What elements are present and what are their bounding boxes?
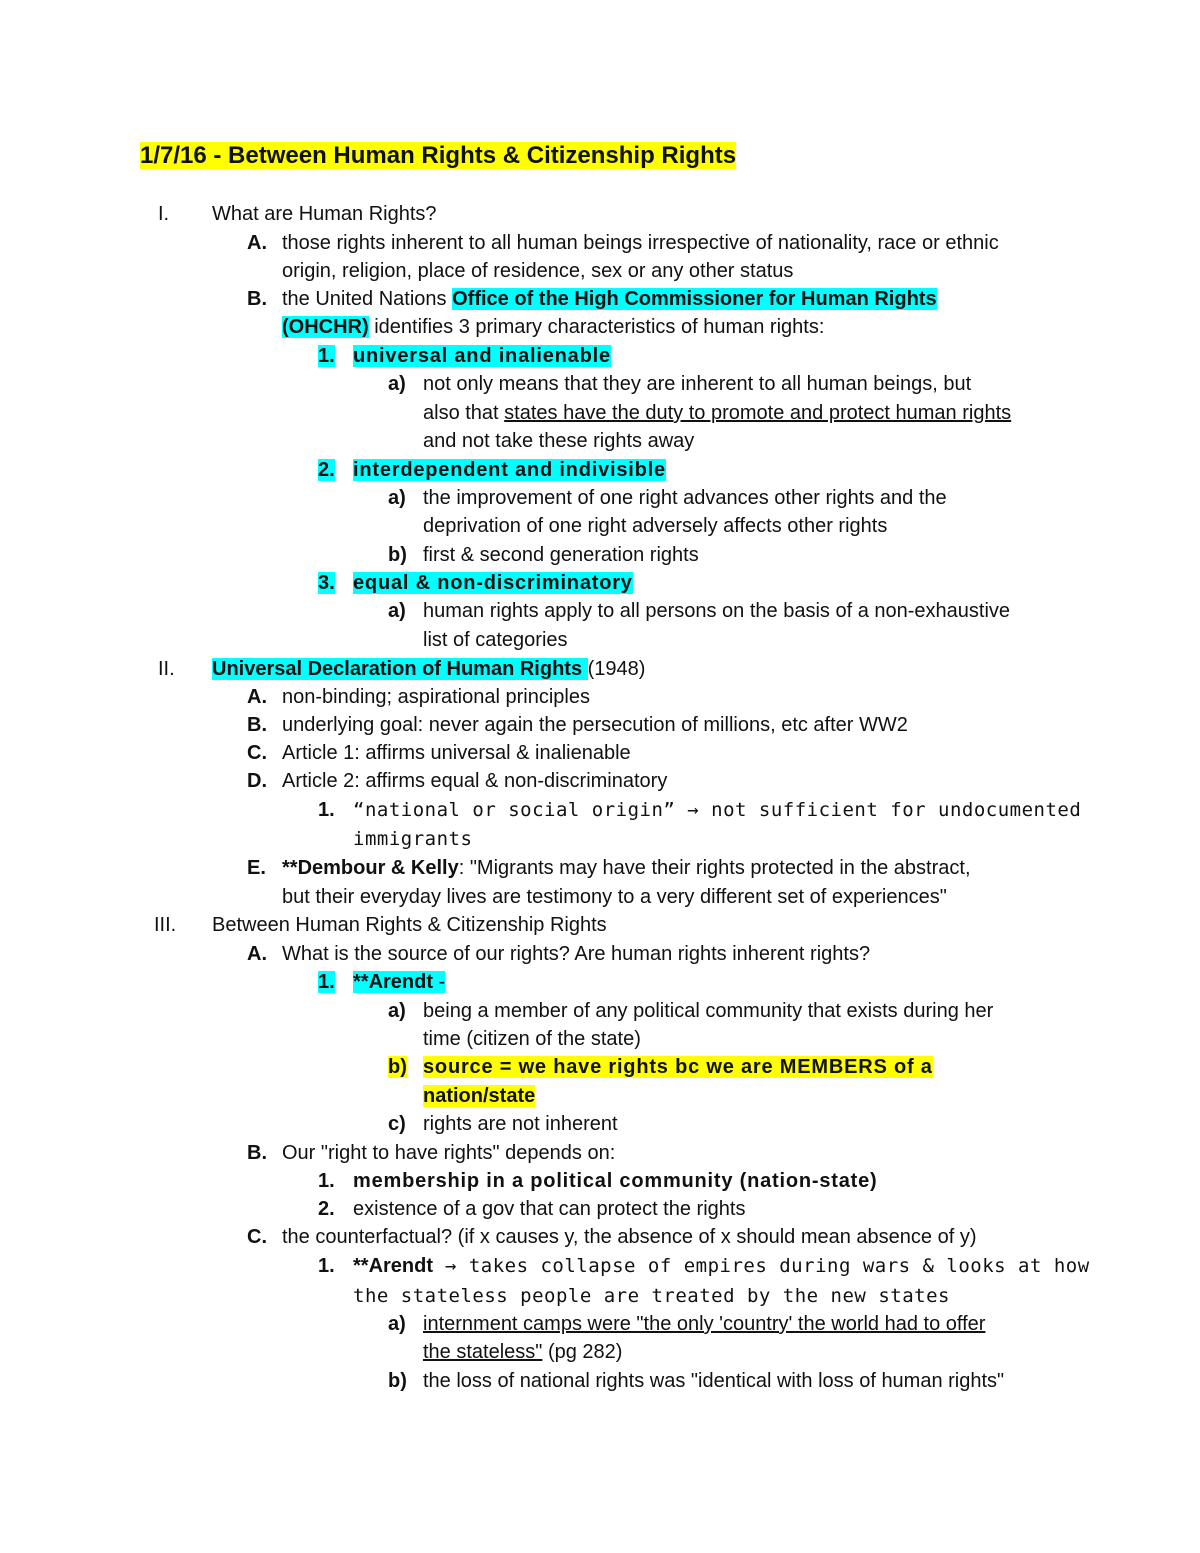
number-marker: 2. xyxy=(318,459,335,481)
outline-text: time (citizen of the state) xyxy=(423,1028,641,1050)
number-marker: 1. xyxy=(318,1255,335,1277)
letter-marker: D. xyxy=(247,770,267,792)
sub-marker: c) xyxy=(388,1113,406,1135)
outline-text xyxy=(353,569,633,597)
outline-text: What is the source of our rights? Are human rights inherent rights? xyxy=(282,943,871,965)
outline-text: human rights apply to all persons on the basis of a non-exhaustive xyxy=(423,600,1011,622)
section-heading: Universal Declaration of Human Rights (1948) xyxy=(212,658,646,680)
highlighted-term: interdependent and indivisible xyxy=(353,459,666,481)
highlighted-term: equal & non-discriminatory xyxy=(353,572,633,594)
section-heading: What are Human Rights? xyxy=(212,203,437,225)
outline-text: **Dembour & Kelly: "Migrants may have their rights protected in the abstract, xyxy=(282,857,971,879)
outline-text: **Arendt → takes collapse of empires during wars & looks at how xyxy=(353,1255,1090,1277)
sub-marker: a) xyxy=(388,487,406,509)
outline-text xyxy=(423,1053,933,1081)
outline-text: underlying goal: never again the persecution of millions, etc after WW2 xyxy=(282,714,908,736)
outline-text: also that states have the duty to promote and protect human rights xyxy=(423,402,1012,424)
outline-text: being a member of any political community that exists during her xyxy=(423,1000,994,1022)
number-marker: 1. xyxy=(318,971,335,993)
outline-text: but their everyday lives are testimony to a very different set of experiences" xyxy=(282,886,947,908)
sub-marker: a) xyxy=(388,373,406,395)
outline-text: the loss of national rights was "identical with loss of human rights" xyxy=(423,1370,1005,1392)
outline-text: the improvement of one right advances other rights and the xyxy=(423,487,947,509)
sub-marker: b) xyxy=(388,1370,407,1392)
outline-text: membership in a political community (nation-state) xyxy=(353,1170,878,1192)
roman-marker: II. xyxy=(158,658,175,680)
highlighted-term: (OHCHR) xyxy=(282,316,369,338)
outline-text: origin, religion, place of residence, sex or any other status xyxy=(282,260,794,282)
letter-marker: C. xyxy=(247,742,267,764)
number-marker: 1. xyxy=(318,345,335,367)
outline-text: immigrants xyxy=(353,828,473,850)
sub-marker: a) xyxy=(388,1313,406,1335)
letter-marker: A. xyxy=(247,232,267,254)
number-marker: 1. xyxy=(318,799,335,821)
letter-marker: A. xyxy=(247,943,267,965)
outline-text: list of categories xyxy=(423,629,568,651)
outline-text: first & second generation rights xyxy=(423,544,699,566)
outline-text xyxy=(423,1082,535,1110)
letter-marker: C. xyxy=(247,1226,267,1248)
outline-text xyxy=(353,968,445,996)
outline-text: “national or social origin” → not sufficient for undocumented xyxy=(353,799,1082,821)
sub-marker: b) xyxy=(388,1056,407,1078)
highlighted-term: Universal Declaration of Human Rights xyxy=(212,658,588,680)
page-title: 1/7/16 - Between Human Rights & Citizenship Rights xyxy=(140,142,737,169)
outline-text: non-binding; aspirational principles xyxy=(282,686,590,708)
outline-text: Article 1: affirms universal & inalienable xyxy=(282,742,631,764)
outline-text: and not take these rights away xyxy=(423,430,695,452)
outline-text xyxy=(353,456,666,484)
outline-text: Article 2: affirms equal & non-discriminatory xyxy=(282,770,668,792)
number-marker: 3. xyxy=(318,572,335,594)
outline-text xyxy=(353,342,611,370)
outline-text: the United Nations Office of the High Commissioner for Human Rights xyxy=(282,288,937,310)
highlighted-term: Office of the High Commissioner for Human Rights xyxy=(452,288,937,310)
outline-text: deprivation of one right adversely affects other rights xyxy=(423,515,888,537)
highlighted-term: source = we have rights bc we are MEMBERS of a xyxy=(423,1056,933,1078)
outline-text: the stateless people are treated by the new states xyxy=(353,1285,950,1307)
sub-marker: a) xyxy=(388,600,406,622)
outline-text: not only means that they are inherent to all human beings, but xyxy=(423,373,972,395)
outline-text: internment camps were "the only 'country' the world had to offer xyxy=(423,1313,986,1335)
sub-marker: a) xyxy=(388,1000,406,1022)
outline-text: Our "right to have rights" depends on: xyxy=(282,1142,616,1164)
number-marker: 1. xyxy=(318,1170,335,1192)
highlighted-term: universal and inalienable xyxy=(353,345,611,367)
outline-text: those rights inherent to all human beings irrespective of nationality, race or ethnic xyxy=(282,232,999,254)
section-heading: Between Human Rights & Citizenship Rights xyxy=(212,914,607,936)
outline-text: existence of a gov that can protect the rights xyxy=(353,1198,746,1220)
number-marker: 2. xyxy=(318,1198,335,1220)
highlighted-term: **Arendt - xyxy=(353,971,446,993)
highlighted-term: nation/state xyxy=(423,1085,536,1107)
letter-marker: B. xyxy=(247,288,267,310)
roman-marker: III. xyxy=(154,914,177,936)
letter-marker: A. xyxy=(247,686,267,708)
letter-marker: B. xyxy=(247,1142,267,1164)
outline-text: the stateless" (pg 282) xyxy=(423,1341,623,1363)
letter-marker: B. xyxy=(247,714,267,736)
outline-text: (OHCHR) identifies 3 primary characteristics of human rights: xyxy=(282,316,825,338)
outline-text: the counterfactual? (if x causes y, the absence of x should mean absence of y) xyxy=(282,1226,977,1248)
roman-marker: I. xyxy=(158,203,170,225)
letter-marker: E. xyxy=(247,857,266,879)
outline-text: rights are not inherent xyxy=(423,1113,618,1135)
sub-marker: b) xyxy=(388,544,407,566)
